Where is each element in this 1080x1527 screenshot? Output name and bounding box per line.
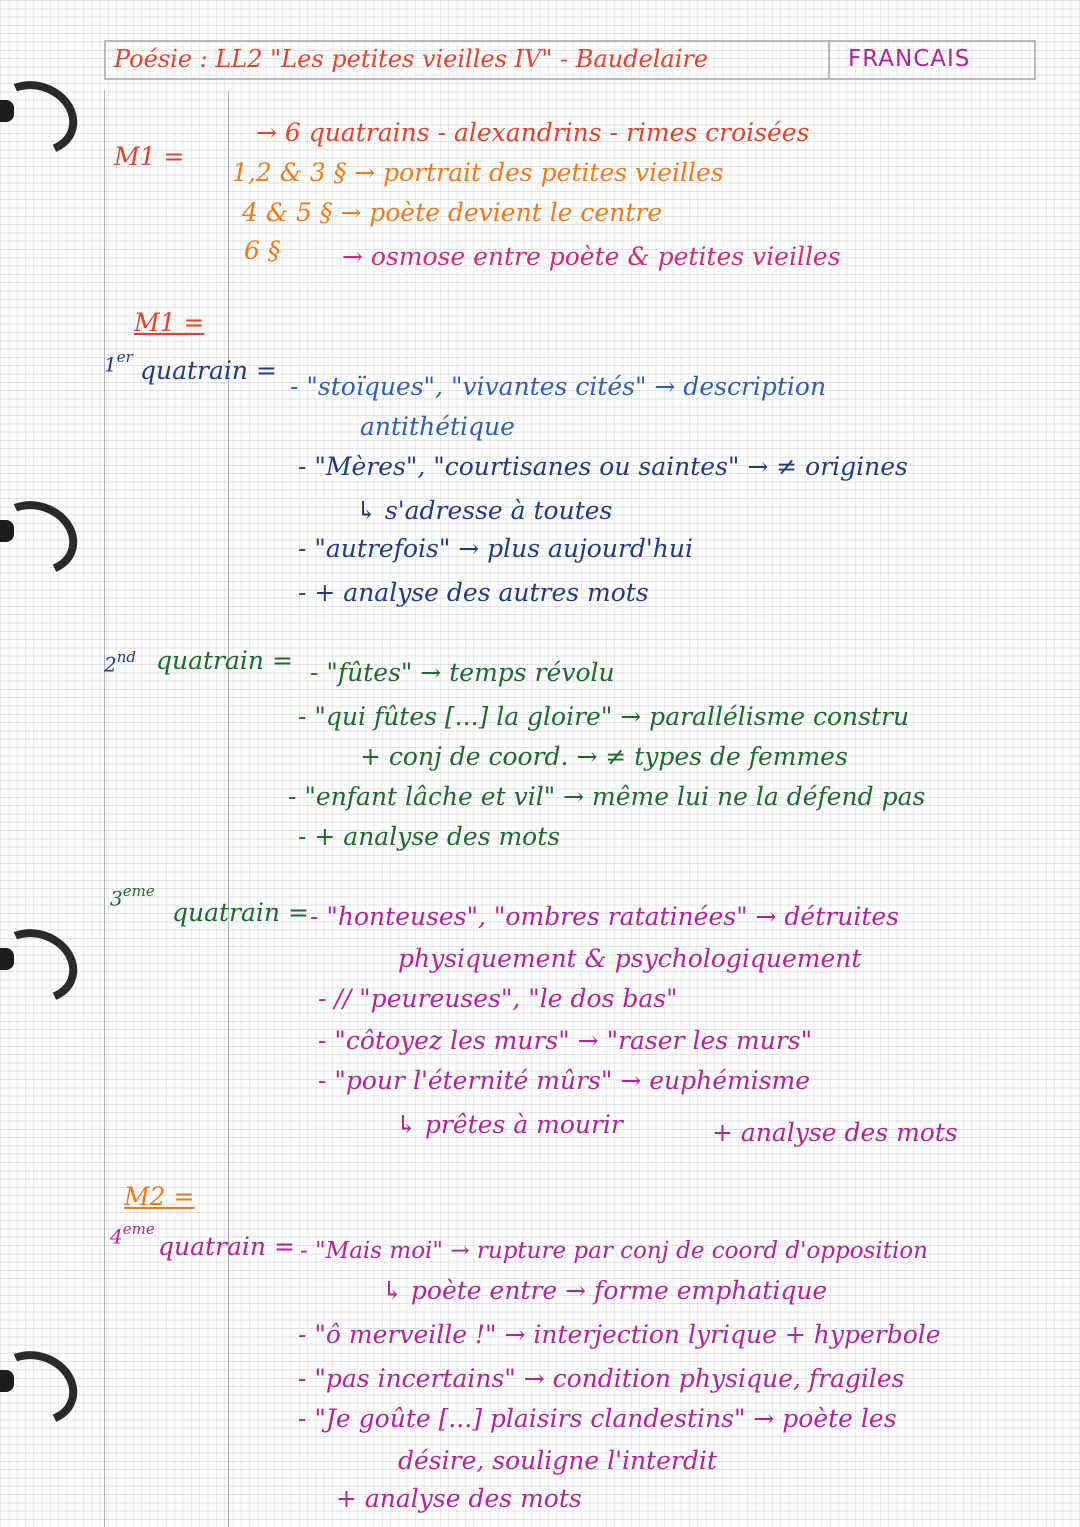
q3-line-7: + analyse des mots — [712, 1118, 958, 1147]
q4-line-5: - "Je goûte [...] plaisirs clandestins" → poète les — [298, 1404, 897, 1433]
q3-line-2: physiquement & psychologiquement — [398, 944, 862, 973]
q1-word: quatrain = — [140, 356, 277, 385]
q2-line-4: - "enfant lâche et vil" → même lui ne la défend pas — [288, 782, 926, 811]
q3-line-4: - "côtoyez les murs" → "raser les murs" — [318, 1026, 813, 1055]
q2-number: 2 — [104, 652, 117, 677]
q2-line-3: + conj de coord. → ≠ types de femmes — [360, 742, 848, 771]
q3-line-3: - // "peureuses", "le dos bas" — [318, 984, 678, 1013]
q2-word: quatrain = — [156, 646, 293, 675]
q2-label — [104, 642, 136, 679]
q1-label — [104, 342, 133, 379]
q2-suffix: nd — [116, 648, 136, 666]
q1-line-3: - "Mères", "courtisanes ou saintes" → ≠ origines — [298, 452, 908, 481]
q3-word: quatrain = — [172, 898, 309, 927]
margin-line-inner — [228, 90, 229, 1527]
q3-number: 3 — [110, 886, 123, 911]
q4-line-7: + analyse des mots — [336, 1484, 582, 1513]
q4-number: 4 — [110, 1224, 123, 1249]
q1-number: 1 — [104, 352, 117, 377]
overview-line-2: 1,2 & 3 § → portrait des petites vieilles — [232, 158, 724, 187]
q2-line-1: - "fûtes" → temps révolu — [310, 658, 615, 687]
section-heading-m2: M2 = — [124, 1182, 195, 1211]
overview-line-3: 4 & 5 § → poète devient le centre — [242, 198, 663, 227]
overview-line-1: → 6 quatrains - alexandrins - rimes croisées — [256, 118, 810, 147]
q3-line-6: ↳ prêtes à mourir — [396, 1110, 623, 1139]
q4-suffix: eme — [122, 1220, 155, 1238]
q4-line-3: - "ô merveille !" → interjection lyrique + hyperbole — [298, 1320, 941, 1349]
section-heading-m1: M1 = — [134, 308, 205, 337]
q3-label — [110, 876, 155, 913]
q4-label — [110, 1214, 155, 1251]
q1-suffix: er — [116, 348, 133, 366]
q2-line-5: - + analyse des mots — [298, 822, 561, 851]
q3-line-1: - "honteuses", "ombres ratatinées" → détruites — [310, 902, 899, 931]
q4-word: quatrain = — [158, 1232, 295, 1261]
q1-line-2: antithétique — [360, 412, 515, 441]
header-divider — [828, 40, 830, 80]
q4-line-4: - "pas incertains" → condition physique, fragiles — [298, 1364, 905, 1393]
margin-line-left — [104, 90, 105, 1527]
q2-line-2: - "qui fûtes [...] la gloire" → parallélisme constru — [298, 702, 910, 731]
q3-line-5: - "pour l'éternité mûrs" → euphémisme — [318, 1066, 811, 1095]
subject-label: FRANCAIS — [848, 46, 971, 72]
q4-line-1: - "Mais moi" → rupture par conj de coord d'opposition — [300, 1238, 928, 1264]
page-title: Poésie : LL2 "Les petites vieilles IV" - Baudelaire — [114, 45, 709, 73]
overview-line-4-label: 6 § — [244, 236, 281, 265]
overview-label: M1 = — [114, 142, 185, 171]
q3-suffix: eme — [122, 882, 155, 900]
q4-line-6: désire, souligne l'interdit — [398, 1446, 717, 1475]
overview-line-4: → osmose entre poète & petites vieilles — [342, 242, 841, 271]
q1-line-5: - "autrefois" → plus aujourd'hui — [298, 534, 693, 563]
q1-line-1: - "stoïques", "vivantes cités" → description — [290, 372, 827, 401]
q1-line-4: ↳ s'adresse à toutes — [356, 496, 613, 525]
q1-line-6: - + analyse des autres mots — [298, 578, 649, 607]
q4-line-2: ↳ poète entre → forme emphatique — [382, 1276, 828, 1305]
